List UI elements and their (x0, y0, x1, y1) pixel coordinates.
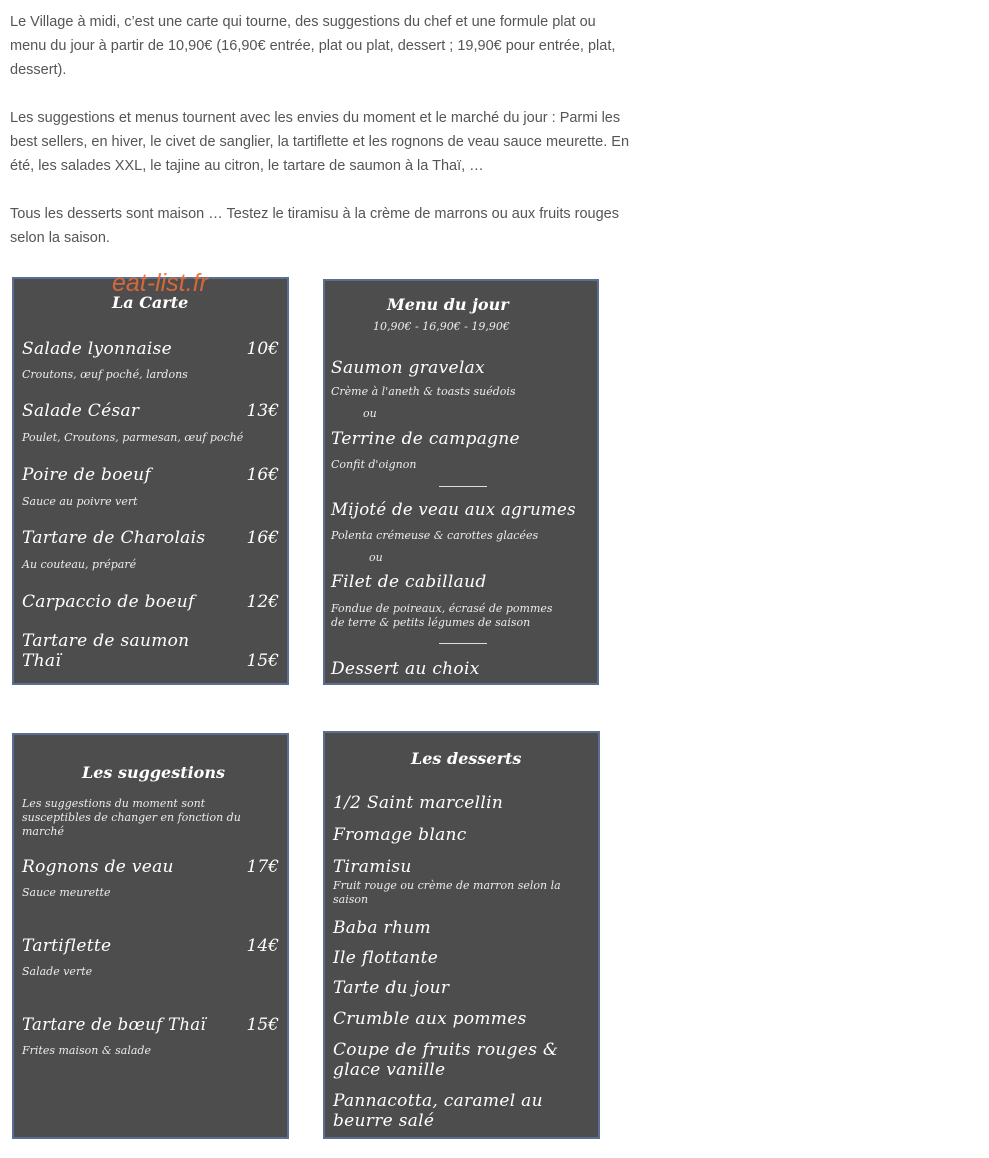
item-description: Frites maison & salade (22, 1044, 151, 1057)
item-name: Rognons de veau (22, 857, 174, 877)
menu-board-la-carte (12, 269, 289, 685)
intro-paragraph-2: Les suggestions et menus tournent avec les envies du moment et le marché du jour : Parmi les best sellers, en hiver, le civet de sanglier, la tartiflette et les rognons de veau sauce meurette. En été, les salades XXL, le tajine au citron, le tartare de saumon à la Thaï, … (10, 110, 630, 174)
item-name: Carpaccio de boeuf (22, 592, 195, 612)
item-name: Salade César (22, 401, 140, 421)
or-separator: ou (369, 551, 383, 564)
item-price: 16€ (246, 528, 279, 548)
board-title: La Carte (112, 293, 189, 312)
item-price: 15€ (246, 651, 279, 671)
item-name: Tartiflette (22, 936, 112, 956)
menu-board-desserts (323, 731, 600, 1139)
divider (439, 643, 487, 644)
item-description: Croutons, œuf poché, lardons (22, 368, 188, 381)
item-price: 16€ (246, 465, 279, 485)
item-description: Salade verte (22, 965, 93, 978)
item-name-line2: Thaï (22, 651, 62, 671)
item-price: 12€ (246, 592, 279, 612)
menu-board-menu-du-jour (323, 279, 599, 685)
board-title: Les desserts (411, 749, 522, 768)
divider (439, 486, 487, 487)
or-separator: ou (363, 407, 377, 420)
item-description: Fruit rouge ou crème de marron selon la (333, 879, 561, 892)
item-description: Fondue de poireaux, écrasé de pommes (331, 602, 553, 615)
item-price: 13€ (246, 401, 279, 421)
item-description: Polenta crémeuse & carottes glacées (331, 529, 539, 542)
item-name: Tartare de saumon (22, 631, 190, 651)
item-price: 17€ (246, 857, 279, 877)
item-description: de terre & petits légumes de saison (331, 616, 531, 629)
item-description: saison (333, 893, 369, 906)
dessert-item-line2: beurre salé (333, 1111, 435, 1131)
dessert-item: Coupe de fruits rouges & (333, 1040, 559, 1060)
intro-paragraph-1: Le Village à midi, c’est une carte qui tourne, des suggestions du chef et une formule plat ou menu du jour à partir de 10,90€ (16,90€ entrée, plat ou plat, dessert ; 19,90€ pour entrée, plat, dessert). (10, 14, 616, 78)
item-description: Confit d'oignon (331, 458, 417, 471)
item-name: Dessert au choix (331, 659, 480, 679)
item-price: 10€ (246, 339, 279, 359)
item-name: Terrine de campagne (331, 429, 520, 449)
suggestions-intro: marché (22, 825, 65, 838)
watermark: eat-list.fr (112, 269, 208, 297)
dessert-item: Tarte du jour (333, 978, 450, 998)
item-name: Saumon gravelax (331, 358, 485, 378)
item-description: Crème à l'aneth & toasts suédois (331, 385, 516, 398)
item-name: Poire de boeuf (22, 465, 151, 485)
dessert-item: Ile flottante (333, 948, 439, 968)
dessert-item: Pannacotta, caramel au (333, 1091, 543, 1111)
board-title: Les suggestions (82, 763, 225, 782)
item-price: 14€ (246, 936, 279, 956)
item-description: Poulet, Croutons, parmesan, œuf poché (22, 431, 244, 444)
dessert-item: Tiramisu (333, 857, 412, 877)
board-title: Menu du jour (387, 295, 509, 314)
dessert-item-line2: glace vanille (333, 1060, 446, 1080)
menu-prices: 10,90€ - 16,90€ - 19,90€ (373, 320, 510, 333)
item-name: Tartare de Charolais (22, 528, 206, 548)
item-description: Sauce meurette (22, 886, 111, 899)
item-name: Filet de cabillaud (331, 572, 487, 592)
suggestions-intro: Les suggestions du moment sont (22, 797, 206, 810)
dessert-item: Crumble aux pommes (333, 1009, 527, 1029)
item-name: Tartare de bœuf Thaï (22, 1015, 206, 1034)
intro-paragraph-3: Tous les desserts sont maison … Testez le tiramisu à la crème de marrons ou aux fruits rouges selon la saison. (10, 206, 619, 246)
item-description: Sauce au poivre vert (22, 495, 138, 508)
item-price: 15€ (246, 1015, 279, 1035)
intro-text (10, 10, 630, 274)
item-description: Au couteau, préparé (22, 558, 137, 571)
dessert-item: 1/2 Saint marcellin (333, 793, 504, 813)
suggestions-intro: susceptibles de changer en fonction du (22, 811, 241, 824)
dessert-item: Fromage blanc (333, 825, 467, 845)
item-name: Mijoté de veau aux agrumes (331, 500, 576, 519)
item-name: Salade lyonnaise (22, 339, 173, 359)
menu-board-suggestions (12, 733, 289, 1139)
dessert-item: Baba rhum (333, 918, 431, 938)
